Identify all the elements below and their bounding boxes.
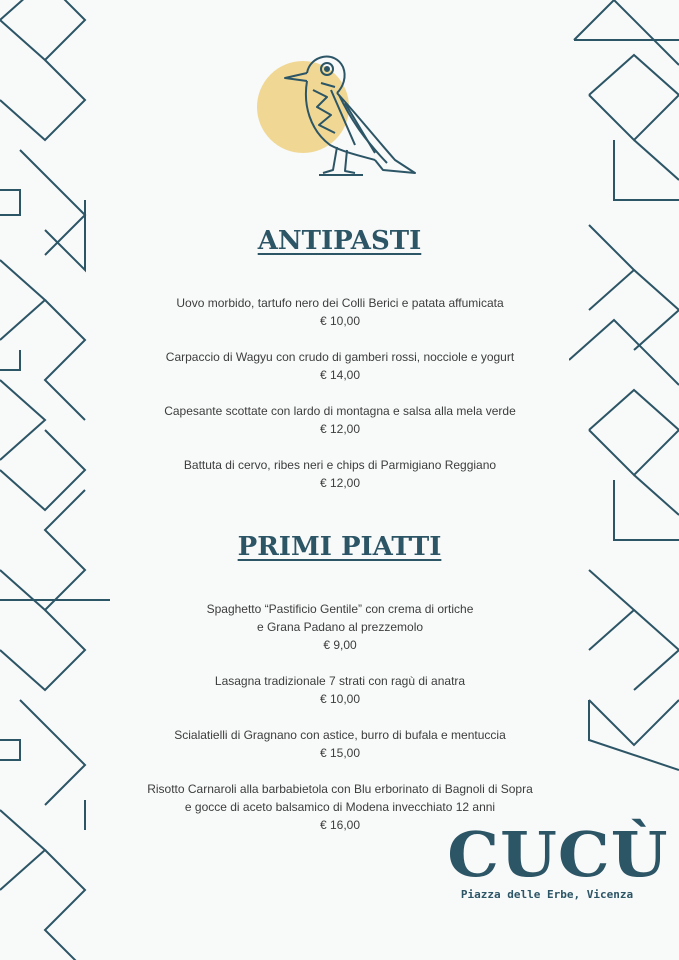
dish-description: Capesante scottate con lardo di montagna e salsa alla mela verde — [164, 404, 516, 418]
menu-item — [130, 402, 550, 438]
dish-description: Scialatielli di Gragnano con astice, burro di bufala e mentuccia — [174, 728, 506, 742]
dish-description: Carpaccio di Wagyu con crudo di gamberi rossi, nocciole e yogurt — [165, 350, 515, 364]
primi-piatti-list — [130, 600, 550, 852]
dish-price: € 12,00 — [319, 422, 361, 436]
menu-item — [130, 294, 550, 330]
right-geometric-pattern — [569, 0, 679, 960]
dish-price: € 9,00 — [323, 638, 357, 652]
dish-price: € 12,00 — [319, 476, 361, 490]
dish-description: Lasagna tradizionale 7 strati con ragù di anatra — [214, 674, 466, 688]
dish-price: € 10,00 — [319, 692, 361, 706]
dish-description: Risotto Carnaroli alla barbabietola con Blu erborinato di Bagnoli di Sopra — [147, 782, 533, 796]
antipasti-list — [130, 294, 550, 510]
menu-item — [130, 726, 550, 762]
restaurant-name: CUCÙ — [447, 818, 669, 891]
dish-description: e Grana Padano al prezzemolo — [256, 620, 424, 634]
dish-price: € 15,00 — [319, 746, 361, 760]
dish-description: e gocce di aceto balsamico di Modena invecchiato 12 anni — [184, 800, 496, 814]
section-title-primi-piatti: PRIMI PIATTI — [237, 532, 442, 562]
menu-item — [130, 348, 550, 384]
dish-price: € 16,00 — [319, 818, 361, 832]
restaurant-brand — [447, 818, 669, 901]
dish-price: € 10,00 — [319, 314, 361, 328]
dish-price: € 14,00 — [319, 368, 361, 382]
menu-item — [130, 456, 550, 492]
dish-description: Battuta di cervo, ribes neri e chips di Parmigiano Reggiano — [183, 458, 497, 472]
section-title-antipasti: ANTIPASTI — [257, 226, 422, 256]
menu-item — [130, 672, 550, 708]
restaurant-address: Piazza delle Erbe, Vicenza — [460, 888, 634, 901]
left-geometric-pattern — [0, 0, 110, 960]
menu-item — [130, 600, 550, 654]
bird-illustration — [255, 45, 420, 180]
dish-description: Uovo morbido, tartufo nero dei Colli Berici e patata affumicata — [176, 296, 504, 310]
dish-description: Spaghetto “Pastificio Gentile” con crema di ortiche — [206, 602, 474, 616]
